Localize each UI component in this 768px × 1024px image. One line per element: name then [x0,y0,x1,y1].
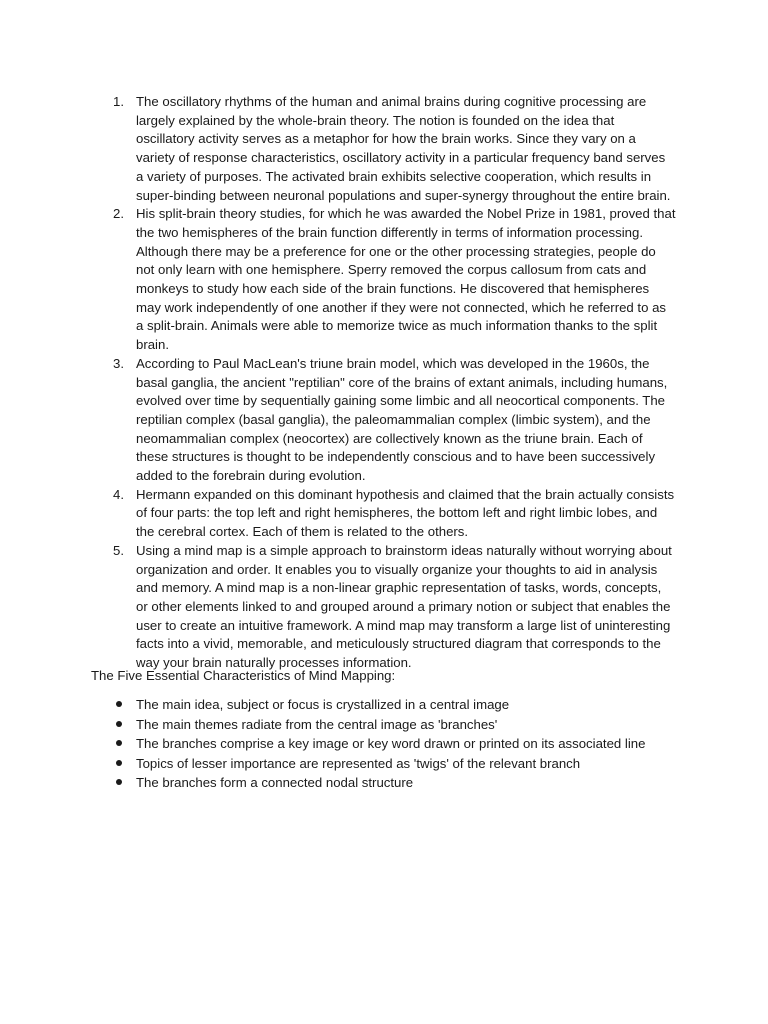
numbered-list [0,93,768,673]
bullet-text: The branches comprise a key image or key word drawn or printed on its associated line [136,736,646,751]
list-item [0,93,676,205]
bullet-text: Topics of lesser importance are represented as 'twigs' of the relevant branch [136,755,581,771]
bullet-item [0,754,768,774]
list-item-number: 1. [113,94,124,109]
list-item [0,486,676,542]
list-item-number: 5. [113,542,124,558]
list-item [0,355,676,486]
bullet-text: The main themes radiate from the central image as 'branches' [136,716,498,732]
list-item-number: 2. [113,206,124,222]
section-heading: The Five Essential Characteristics of Mind Mapping: [91,668,396,683]
bullet-item [0,773,768,793]
list-item-text: Using a mind map is a simple approach to brainstorm ideas naturally without worrying about organization and order. It enables you to visually organize your thoughts to aid in analysis and memory. A mind map is a non-linear graphic representation of tasks, words, concepts, or other elements linked to and grouped around a primary notion or subject that enables the user to create an intuitive framework. A mind map may transform a large list of uninteresting facts into a vivid, memorable, and meticulously structured diagram that corresponds to the way your brain naturally processes information. [136,542,672,671]
bullet-icon [116,701,122,707]
list-item-number: 3. [113,355,124,371]
list-item [0,205,676,355]
bullet-list [0,695,768,793]
list-item-text: According to Paul MacLean's triune brain model, which was developed in the 1960s, the basal ganglia, the ancient "reptilian" core of the brains of extant animals, including humans, evolved over time by sequentially gaining some limbic and all neocortical components. The reptilian complex (basal ganglia), the paleomammalian complex (limbic system), and the neomammalian complex (neocortex) are collectively known as the triune brain. Each of these structures is thought to be independently conscious and to have been successively added to the forebrain during evolution. [136,355,668,484]
bullet-item [0,715,768,735]
bullet-item [0,734,768,754]
bullet-icon [116,740,122,746]
list-item-text: His split-brain theory studies, for which he was awarded the Nobel Prize in 1981, proved that the two hemispheres of the brain function differently in terms of information processing. Although there may be a preference for one or the other processing strategies, people do not only learn with one hemisphere. Sperry removed the corpus callosum from cats and monkeys to study how each side of the brain functions. He discovered that hemispheres may work independently of one another if they were not connected, which he referred to as a split-brain. Animals were able to memorize twice as much information thanks to the split brain. [136,206,676,353]
bullet-icon [116,721,122,727]
list-item-text: The oscillatory rhythms of the human and animal brains during cognitive processing are largely explained by the whole-brain theory. The notion is founded on the idea that oscillatory activity serves as a metaphor for how the brain works. Since they vary on a variety of response characteristics, oscillatory activity in a particular frequency band serves a variety of purposes. The activated brain exhibits selective cooperation, which results in super-binding between neuronal populations and super-synergy throughout the entire brain. [136,94,671,203]
list-item-text: Hermann expanded on this dominant hypothesis and claimed that the brain actually consists of four parts: the top left and right hemispheres, the bottom left and right limbic lobes, and the cerebral cortex. Each of them is related to the others. [136,486,675,540]
bullet-text: The main idea, subject or focus is crystallized in a central image [136,697,510,712]
bullet-text: The branches form a connected nodal structure [136,775,414,790]
bullet-icon [116,779,122,785]
bullet-item [0,695,768,715]
bullet-icon [116,760,122,766]
list-item [0,542,676,673]
list-item-number: 4. [113,486,124,502]
